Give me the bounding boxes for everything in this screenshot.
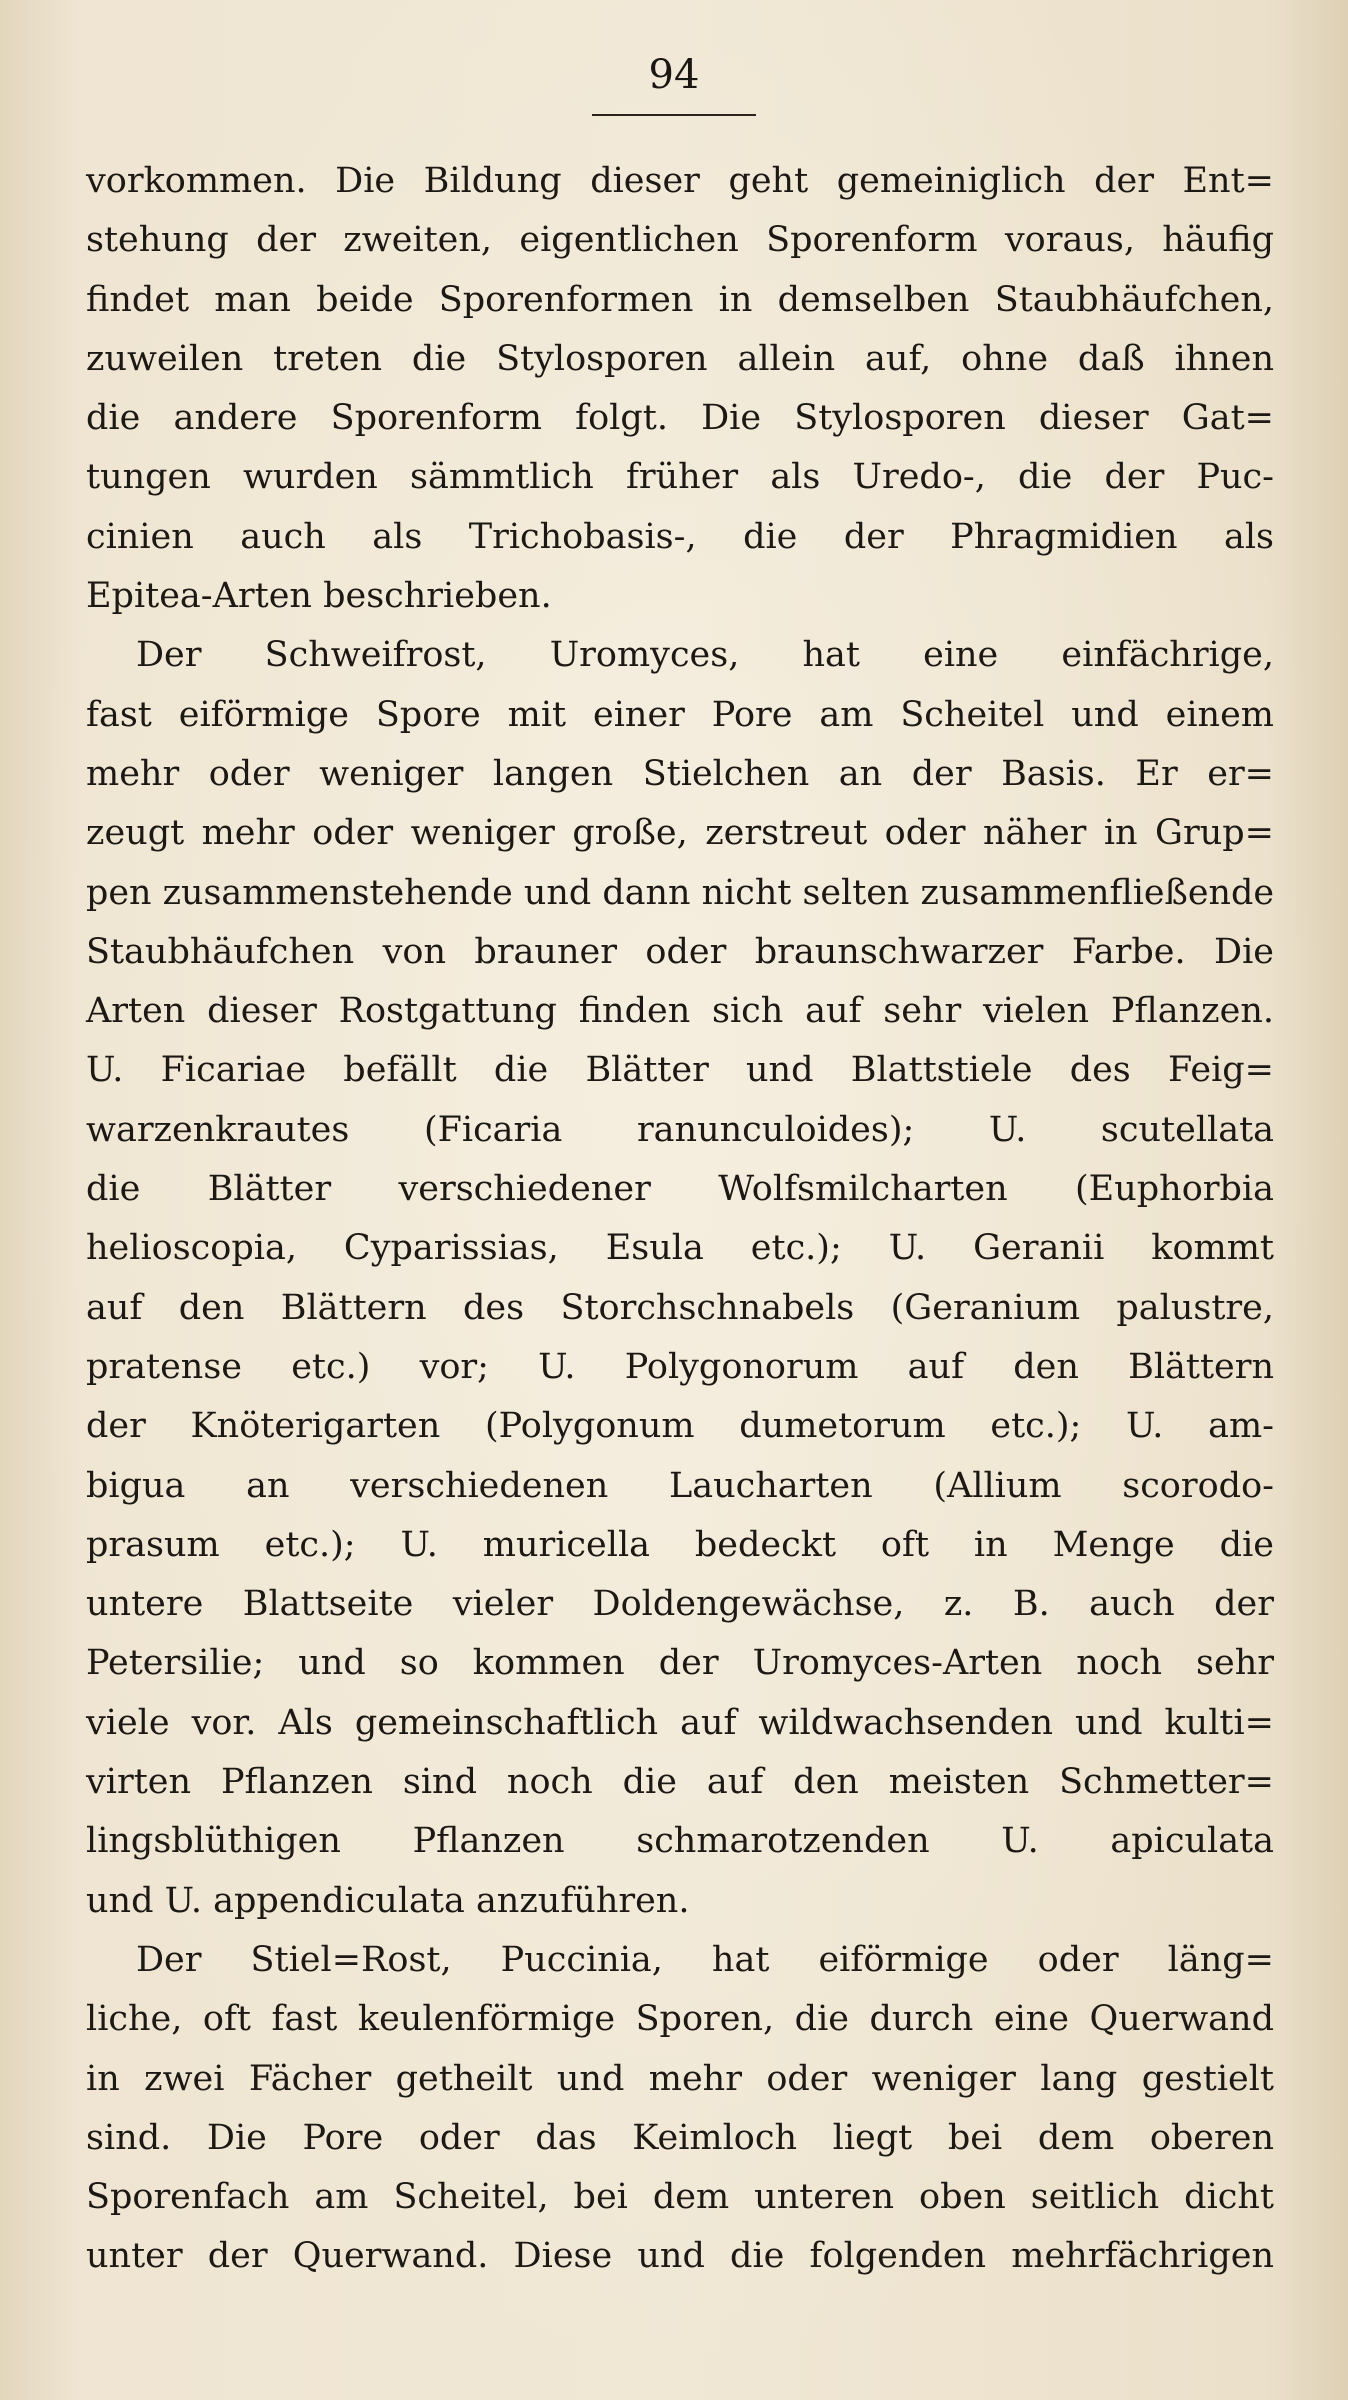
text-line: helioscopia, Cyparissias, Esula etc.); U. Geranii kommt bbox=[86, 1228, 1274, 1269]
text-line: findet man beide Sporenformen in demselben Staubhäufchen, bbox=[86, 279, 1274, 320]
text-line: vorkommen. Die Bildung dieser geht gemeiniglich der Ent= bbox=[86, 161, 1274, 201]
text-line: der Knöterigarten (Polygonum dumetorum etc.); U. am- bbox=[86, 1406, 1274, 1447]
text-line: stehung der zweiten, eigentlichen Sporenform voraus, häufig bbox=[86, 220, 1274, 261]
text-line: unter der Querwand. Diese und die folgenden mehrfächrigen bbox=[86, 2236, 1274, 2277]
text-line: virten Pflanzen sind noch die auf den meisten Schmetter= bbox=[86, 1762, 1274, 1803]
text-line: bigua an verschiedenen Laucharten (Allium scorodo- bbox=[86, 1465, 1274, 1506]
text-line: sind. Die Pore oder das Keimloch liegt bei dem oberen bbox=[86, 2117, 1274, 2158]
text-line: Epitea-Arten beschrieben. bbox=[86, 576, 552, 617]
text-line: pen zusammenstehende und dann nicht selten zusammenfließende bbox=[86, 872, 1274, 913]
text-line: auf den Blättern des Storchschnabels (Geranium palustre, bbox=[86, 1287, 1274, 1328]
text-line: Staubhäufchen von brauner oder braunschwarzer Farbe. Die bbox=[86, 931, 1274, 972]
text-line: viele vor. Als gemeinschaftlich auf wildwachsenden und kulti= bbox=[86, 1702, 1274, 1743]
text-line: tungen wurden sämmtlich früher als Uredo-, die der Puc- bbox=[86, 457, 1274, 498]
text-line: Sporenfach am Scheitel, bei dem unteren oben seitlich dicht bbox=[86, 2177, 1274, 2218]
text-line: untere Blattseite vieler Doldengewächse, z. B. auch der bbox=[86, 1584, 1274, 1625]
text-line: mehr oder weniger langen Stielchen an der Basis. Er er= bbox=[86, 753, 1274, 794]
text-line: Der Schweifrost, Uromyces, hat eine einfächrige, bbox=[136, 635, 1274, 676]
page-number: 94 bbox=[648, 52, 700, 98]
text-line: liche, oft fast keulenförmige Sporen, die durch eine Querwand bbox=[86, 1999, 1274, 2040]
header-rule bbox=[592, 114, 756, 116]
text-line: die andere Sporenform folgt. Die Stylosporen dieser Gat= bbox=[86, 398, 1274, 439]
text-line: prasum etc.); U. muricella bedeckt oft in Menge die bbox=[86, 1524, 1274, 1565]
text-line: cinien auch als Trichobasis-, die der Phragmidien als bbox=[86, 516, 1274, 557]
text-line: Petersilie; und so kommen der Uromyces-Arten noch sehr bbox=[86, 1643, 1274, 1684]
text-line: pratense etc.) vor; U. Polygonorum auf den Blättern bbox=[86, 1346, 1274, 1387]
body-text bbox=[86, 152, 1274, 2287]
text-line: U. Ficariae befällt die Blätter und Blattstiele des Feig= bbox=[86, 1050, 1274, 1091]
text-line: lingsblüthigen Pflanzen schmarotzenden U. apiculata bbox=[86, 1821, 1274, 1862]
text-line: die Blätter verschiedener Wolfsmilcharten (Euphorbia bbox=[86, 1169, 1274, 1210]
text-line: und U. appendiculata anzuführen. bbox=[86, 1880, 690, 1921]
text-line: warzenkrautes (Ficaria ranunculoides); U. scutellata bbox=[86, 1109, 1274, 1150]
text-line: fast eiförmige Spore mit einer Pore am Scheitel und einem bbox=[86, 694, 1274, 735]
text-line: in zwei Fächer getheilt und mehr oder weniger lang gestielt bbox=[86, 2058, 1274, 2099]
text-line: zeugt mehr oder weniger große, zerstreut oder näher in Grup= bbox=[86, 813, 1274, 854]
text-line: Arten dieser Rostgattung finden sich auf sehr vielen Pflanzen. bbox=[86, 991, 1274, 1032]
text-line: zuweilen treten die Stylosporen allein auf, ohne daß ihnen bbox=[86, 338, 1274, 379]
text-line: Der Stiel=Rost, Puccinia, hat eiförmige oder läng= bbox=[136, 1939, 1274, 1980]
